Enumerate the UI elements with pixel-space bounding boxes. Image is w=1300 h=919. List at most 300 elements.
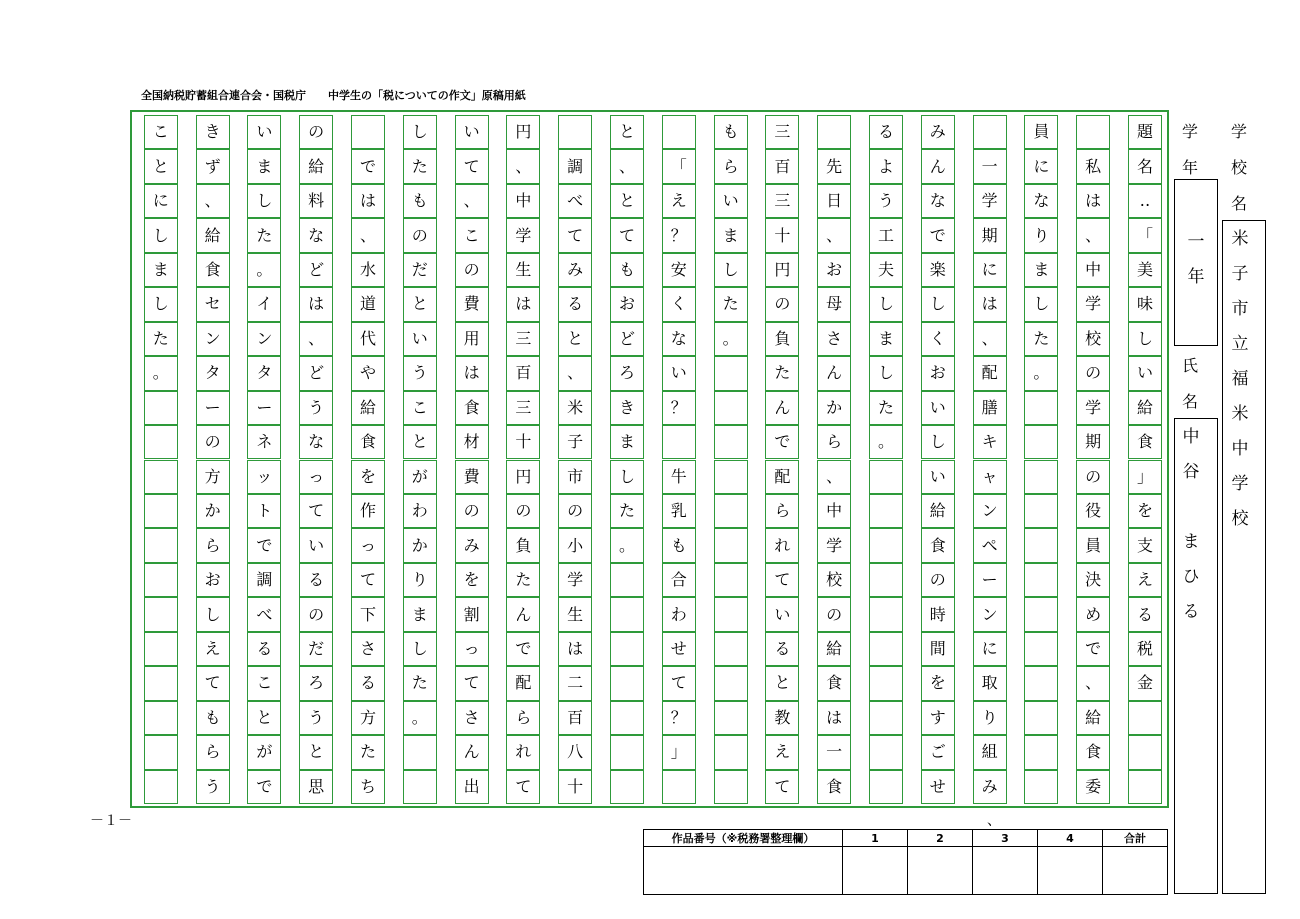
manuscript-cell: 給: [921, 494, 955, 528]
manuscript-cell: [144, 563, 178, 597]
manuscript-cell: 食: [351, 425, 385, 459]
manuscript-cell: と: [403, 425, 437, 459]
manuscript-column: [765, 115, 801, 804]
school-value-char: 市: [1231, 299, 1249, 319]
manuscript-cell: [869, 770, 903, 804]
manuscript-cell: 母: [817, 287, 851, 321]
manuscript-cell: で: [765, 425, 799, 459]
manuscript-cell: ー: [196, 391, 230, 425]
manuscript-cell: [610, 563, 644, 597]
manuscript-cell: 牛: [662, 460, 696, 494]
manuscript-cell: ン: [973, 494, 1007, 528]
manuscript-cell: は: [299, 287, 333, 321]
manuscript-cell: 日: [817, 184, 851, 218]
manuscript-cell: た: [869, 391, 903, 425]
manuscript-cell: ま: [714, 218, 748, 252]
manuscript-cell: 時: [921, 597, 955, 631]
manuscript-cell: く: [921, 322, 955, 356]
manuscript-cell: 百: [765, 149, 799, 183]
manuscript-cell: 。: [403, 701, 437, 735]
manuscript-cell: の: [403, 218, 437, 252]
manuscript-column: [1076, 115, 1112, 804]
school-value-char: 米: [1231, 229, 1249, 249]
manuscript-cell: た: [765, 356, 799, 390]
manuscript-cell: 方: [351, 701, 385, 735]
manuscript-cell: 味: [1128, 287, 1162, 321]
manuscript-cell: [662, 770, 696, 804]
manuscript-cell: て: [558, 218, 592, 252]
manuscript-cell: っ: [299, 460, 333, 494]
manuscript-cell: 員: [1076, 528, 1110, 562]
name-value: [1171, 420, 1211, 630]
manuscript-cell: [1024, 770, 1058, 804]
manuscript-cell: は: [558, 632, 592, 666]
manuscript-cell: 食: [921, 528, 955, 562]
manuscript-cell: な: [299, 218, 333, 252]
manuscript-cell: は: [506, 287, 540, 321]
manuscript-cell: し: [247, 184, 281, 218]
manuscript-cell: の: [299, 597, 333, 631]
registration-entry[interactable]: [908, 847, 973, 895]
manuscript-column: [144, 115, 180, 804]
manuscript-column: [662, 115, 698, 804]
manuscript-cell: 税: [1128, 632, 1162, 666]
manuscript-cell: ン: [247, 322, 281, 356]
name-label: [1178, 348, 1202, 420]
manuscript-cell: を: [351, 460, 385, 494]
manuscript-cell: [1128, 701, 1162, 735]
manuscript-cell: せ: [921, 770, 955, 804]
manuscript-cell: 名: [1128, 149, 1162, 183]
manuscript-cell: ま: [610, 425, 644, 459]
registration-col-1: 1: [843, 830, 908, 847]
manuscript-cell: ち: [351, 770, 385, 804]
school-label-char: 名: [1230, 194, 1247, 213]
manuscript-cell: 乳: [662, 494, 696, 528]
manuscript-cell: し: [869, 287, 903, 321]
manuscript-cell: え: [1128, 563, 1162, 597]
manuscript-cell: で: [351, 149, 385, 183]
manuscript-cell: ン: [973, 597, 1007, 631]
manuscript-cell: 食: [817, 770, 851, 804]
manuscript-cell: て: [455, 666, 489, 700]
manuscript-cell: う: [299, 701, 333, 735]
manuscript-cell: ら: [196, 735, 230, 769]
manuscript-cell: は: [1076, 184, 1110, 218]
manuscript-cell: タ: [196, 356, 230, 390]
manuscript-cell: お: [817, 253, 851, 287]
manuscript-cell: い: [247, 115, 281, 149]
manuscript-cell: ？: [662, 701, 696, 735]
manuscript-cell: ど: [610, 322, 644, 356]
manuscript-cell: [610, 597, 644, 631]
manuscript-cell: さ: [351, 632, 385, 666]
registration-entry[interactable]: [1038, 847, 1103, 895]
registration-col-2: 2: [908, 830, 973, 847]
manuscript-cell: わ: [403, 494, 437, 528]
manuscript-cell: 、: [351, 218, 385, 252]
manuscript-cell: 十: [506, 425, 540, 459]
manuscript-cell: な: [921, 184, 955, 218]
manuscript-cell: し: [1128, 322, 1162, 356]
manuscript-cell: [1024, 701, 1058, 735]
manuscript-cell: と: [247, 701, 281, 735]
manuscript-cell: 題: [1128, 115, 1162, 149]
manuscript-cell: [144, 460, 178, 494]
manuscript-cell: せ: [662, 632, 696, 666]
manuscript-cell: ら: [714, 149, 748, 183]
manuscript-cell: 委: [1076, 770, 1110, 804]
manuscript-cell: わ: [662, 597, 696, 631]
manuscript-cell: 期: [973, 218, 1007, 252]
manuscript-cell: [610, 632, 644, 666]
manuscript-cell: 配: [506, 666, 540, 700]
manuscript-cell: め: [1076, 597, 1110, 631]
manuscript-cell: 費: [455, 287, 489, 321]
manuscript-cell: も: [662, 528, 696, 562]
manuscript-cell: ン: [196, 322, 230, 356]
manuscript-cell: い: [921, 460, 955, 494]
manuscript-cell: て: [506, 770, 540, 804]
manuscript-cell: [662, 425, 696, 459]
manuscript-cell: 給: [817, 632, 851, 666]
manuscript-cell: ん: [921, 149, 955, 183]
manuscript-cell: し: [196, 597, 230, 631]
manuscript-cell: 、: [1076, 218, 1110, 252]
grade-label: [1178, 114, 1202, 186]
manuscript-cell: 、: [817, 460, 851, 494]
school-label: [1227, 114, 1251, 222]
manuscript-cell: [714, 391, 748, 425]
manuscript-cell: 員: [1024, 115, 1058, 149]
manuscript-cell: に: [1024, 149, 1058, 183]
manuscript-cell: [144, 770, 178, 804]
manuscript-cell: ご: [921, 735, 955, 769]
manuscript-cell: 給: [351, 391, 385, 425]
school-label-char: 学: [1230, 122, 1247, 141]
manuscript-cell: 八: [558, 735, 592, 769]
manuscript-cell: て: [196, 666, 230, 700]
manuscript-cell: キ: [973, 425, 1007, 459]
manuscript-cell: た: [403, 666, 437, 700]
manuscript-cell: ま: [869, 322, 903, 356]
registration-col-4: 4: [1038, 830, 1103, 847]
manuscript-cell: こ: [455, 218, 489, 252]
manuscript-cell: し: [403, 632, 437, 666]
manuscript-cell: も: [403, 184, 437, 218]
manuscript-cell: 三: [506, 322, 540, 356]
manuscript-column: [973, 115, 1009, 804]
form-header: 全国納税貯蓄組合連合会・国税庁 中学生の「税についての作文」原稿用紙: [141, 89, 526, 102]
manuscript-cell: で: [247, 528, 281, 562]
name-value-char: ま: [1182, 532, 1200, 552]
manuscript-cell: に: [144, 184, 178, 218]
manuscript-cell: 一: [817, 735, 851, 769]
manuscript-cell: ど: [299, 253, 333, 287]
manuscript-cell: [714, 701, 748, 735]
manuscript-cell: が: [247, 735, 281, 769]
manuscript-cell: [1024, 528, 1058, 562]
manuscript-cell: 配: [973, 356, 1007, 390]
manuscript-cell: 用: [455, 322, 489, 356]
manuscript-column: [1128, 115, 1164, 804]
manuscript-cell: し: [144, 218, 178, 252]
manuscript-cell: よ: [869, 149, 903, 183]
manuscript-cell: 生: [506, 253, 540, 287]
manuscript-cell: ペ: [973, 528, 1007, 562]
school-value-char: 校: [1231, 509, 1249, 529]
manuscript-cell: [1024, 563, 1058, 597]
manuscript-cell: [1024, 460, 1058, 494]
manuscript-cell: 、: [817, 218, 851, 252]
manuscript-cell: べ: [247, 597, 281, 631]
manuscript-cell: る: [351, 666, 385, 700]
manuscript-cell: 市: [558, 460, 592, 494]
manuscript-cell: り: [403, 563, 437, 597]
name-value-char: ひ: [1182, 567, 1200, 587]
manuscript-cell: と: [610, 184, 644, 218]
manuscript-cell: お: [610, 287, 644, 321]
manuscript-cell: さ: [817, 322, 851, 356]
manuscript-column: [506, 115, 542, 804]
manuscript-cell: は: [455, 356, 489, 390]
manuscript-column: [714, 115, 750, 804]
manuscript-cell: の: [299, 115, 333, 149]
manuscript-cell: ろ: [610, 356, 644, 390]
manuscript-cell: ま: [144, 253, 178, 287]
manuscript-cell: い: [921, 391, 955, 425]
manuscript-cell: れ: [506, 735, 540, 769]
manuscript-cell: [144, 701, 178, 735]
manuscript-cell: 間: [921, 632, 955, 666]
manuscript-cell: [714, 460, 748, 494]
manuscript-cell: 校: [817, 563, 851, 597]
manuscript-cell: 先: [817, 149, 851, 183]
manuscript-cell: イ: [247, 287, 281, 321]
manuscript-cell: き: [196, 115, 230, 149]
manuscript-cell: か: [403, 528, 437, 562]
manuscript-cell: こ: [403, 391, 437, 425]
manuscript-cell: 、: [1076, 666, 1110, 700]
manuscript-cell: [973, 115, 1007, 149]
manuscript-cell: 材: [455, 425, 489, 459]
manuscript-cell: っ: [351, 528, 385, 562]
manuscript-cell: る: [299, 563, 333, 597]
manuscript-cell: う: [869, 184, 903, 218]
manuscript-cell: 子: [558, 425, 592, 459]
manuscript-cell: こ: [247, 666, 281, 700]
manuscript-cell: [714, 528, 748, 562]
manuscript-cell: と: [610, 115, 644, 149]
manuscript-cell: 道: [351, 287, 385, 321]
school-value-char: 立: [1231, 334, 1249, 354]
registration-entry[interactable]: [1103, 847, 1168, 895]
manuscript-cell: [1024, 735, 1058, 769]
manuscript-cell: [662, 115, 696, 149]
manuscript-cell: ッ: [247, 460, 281, 494]
manuscript-cell: 負: [765, 322, 799, 356]
manuscript-cell: 百: [506, 356, 540, 390]
manuscript-cell: [144, 632, 178, 666]
manuscript-cell: え: [662, 184, 696, 218]
manuscript-cell: 作: [351, 494, 385, 528]
manuscript-cell: 給: [299, 149, 333, 183]
manuscript-cell: す: [921, 701, 955, 735]
manuscript-cell: [144, 425, 178, 459]
manuscript-cell: [1024, 425, 1058, 459]
manuscript-cell: セ: [196, 287, 230, 321]
page-number: －１－: [90, 813, 132, 829]
manuscript-cell: な: [662, 322, 696, 356]
manuscript-cell: [869, 528, 903, 562]
manuscript-cell: 中: [817, 494, 851, 528]
school-value-char: 学: [1231, 474, 1249, 494]
manuscript-cell: 円: [506, 460, 540, 494]
manuscript-cell: ま: [1024, 253, 1058, 287]
manuscript-cell: い: [1128, 356, 1162, 390]
manuscript-cell: [403, 770, 437, 804]
manuscript-cell: い: [714, 184, 748, 218]
registration-entry[interactable]: [973, 847, 1038, 895]
manuscript-cell: [1128, 770, 1162, 804]
manuscript-cell: 夫: [869, 253, 903, 287]
manuscript-cell: 下: [351, 597, 385, 631]
manuscript-cell: こ: [144, 115, 178, 149]
school-value-char: 中: [1231, 439, 1249, 459]
manuscript-cell: 。: [144, 356, 178, 390]
manuscript-cell: う: [299, 391, 333, 425]
manuscript-cell: て: [351, 563, 385, 597]
manuscript-cell: た: [403, 149, 437, 183]
manuscript-cell: 」: [1128, 460, 1162, 494]
manuscript-cell: 生: [558, 597, 592, 631]
manuscript-cell: と: [765, 666, 799, 700]
manuscript-cell: 教: [765, 701, 799, 735]
school-value-char: 子: [1231, 264, 1249, 284]
grade-label-char: 年: [1181, 158, 1198, 177]
manuscript-cell: [610, 735, 644, 769]
manuscript-cell: く: [662, 287, 696, 321]
name-value-char: 中: [1182, 427, 1200, 447]
manuscript-cell: ん: [765, 391, 799, 425]
manuscript-cell: [714, 563, 748, 597]
manuscript-cell: 調: [558, 149, 592, 183]
manuscript-cell: ー: [247, 391, 281, 425]
grade-value-char: 年: [1187, 267, 1205, 287]
manuscript-cell: 円: [506, 115, 540, 149]
manuscript-cell: [869, 701, 903, 735]
manuscript-cell: と: [299, 735, 333, 769]
manuscript-cell: を: [1128, 494, 1162, 528]
manuscript-cell: い: [765, 597, 799, 631]
manuscript-cell: だ: [299, 632, 333, 666]
manuscript-cell: は: [351, 184, 385, 218]
manuscript-cell: [144, 391, 178, 425]
registration-entry[interactable]: [644, 847, 843, 895]
manuscript-cell: 負: [506, 528, 540, 562]
manuscript-cell: ら: [506, 701, 540, 735]
manuscript-cell: ま: [403, 597, 437, 631]
manuscript-cell: [869, 735, 903, 769]
manuscript-cell: タ: [247, 356, 281, 390]
manuscript-cell: 私: [1076, 149, 1110, 183]
manuscript-cell: 校: [1076, 322, 1110, 356]
manuscript-cell: 費: [455, 460, 489, 494]
manuscript-cell: 給: [196, 218, 230, 252]
manuscript-cell: [817, 115, 851, 149]
manuscript-cell: [1128, 735, 1162, 769]
manuscript-cell: え: [196, 632, 230, 666]
manuscript-cell: し: [1024, 287, 1058, 321]
manuscript-cell: 「: [1128, 218, 1162, 252]
manuscript-cell: い: [455, 115, 489, 149]
grade-value-char: 一: [1187, 232, 1205, 252]
registration-label: 作品番号（※税務署整理欄）: [644, 830, 843, 847]
manuscript-cell: お: [196, 563, 230, 597]
manuscript-cell: し: [403, 115, 437, 149]
manuscript-cell: は: [817, 701, 851, 735]
manuscript-cell: 」: [662, 735, 696, 769]
manuscript-cell: ？: [662, 391, 696, 425]
manuscript-cell: た: [247, 218, 281, 252]
manuscript-cell: 料: [299, 184, 333, 218]
manuscript-cell: の: [558, 494, 592, 528]
manuscript-cell: 百: [558, 701, 592, 735]
manuscript-cell: 水: [351, 253, 385, 287]
manuscript-cell: [1024, 632, 1058, 666]
manuscript-column: [558, 115, 594, 804]
manuscript-cell: [1024, 494, 1058, 528]
manuscript-cell: ん: [506, 597, 540, 631]
manuscript-cell: る: [247, 632, 281, 666]
manuscript-cell: ん: [455, 735, 489, 769]
manuscript-cell: べ: [558, 184, 592, 218]
manuscript-cell: 役: [1076, 494, 1110, 528]
manuscript-cell: 円: [765, 253, 799, 287]
manuscript-cell: た: [610, 494, 644, 528]
manuscript-cell: う: [196, 770, 230, 804]
manuscript-column: [455, 115, 491, 804]
registration-entry[interactable]: [843, 847, 908, 895]
manuscript-cell: [869, 666, 903, 700]
manuscript-cell: 、: [610, 149, 644, 183]
manuscript-cell: て: [765, 770, 799, 804]
manuscript-cell: 合: [662, 563, 696, 597]
manuscript-cell: [714, 666, 748, 700]
manuscript-cell: [144, 735, 178, 769]
manuscript-cell: [403, 735, 437, 769]
manuscript-column: [247, 115, 283, 804]
manuscript-cell: 三: [506, 391, 540, 425]
manuscript-cell: 、: [196, 184, 230, 218]
manuscript-cell: [714, 632, 748, 666]
manuscript-cell: ？: [662, 218, 696, 252]
manuscript-cell: 学: [1076, 391, 1110, 425]
manuscript-cell: 給: [1128, 391, 1162, 425]
manuscript-cell: [869, 494, 903, 528]
manuscript-cell: か: [817, 391, 851, 425]
manuscript-cell: 、: [455, 184, 489, 218]
manuscript-cell: 学: [973, 184, 1007, 218]
manuscript-cell: ろ: [299, 666, 333, 700]
manuscript-cell: ん: [817, 356, 851, 390]
manuscript-cell: る: [765, 632, 799, 666]
manuscript-cell: [714, 597, 748, 631]
manuscript-cell: な: [1024, 184, 1058, 218]
manuscript-cell: ら: [817, 425, 851, 459]
registration-table: [643, 829, 1168, 895]
manuscript-cell: を: [455, 563, 489, 597]
